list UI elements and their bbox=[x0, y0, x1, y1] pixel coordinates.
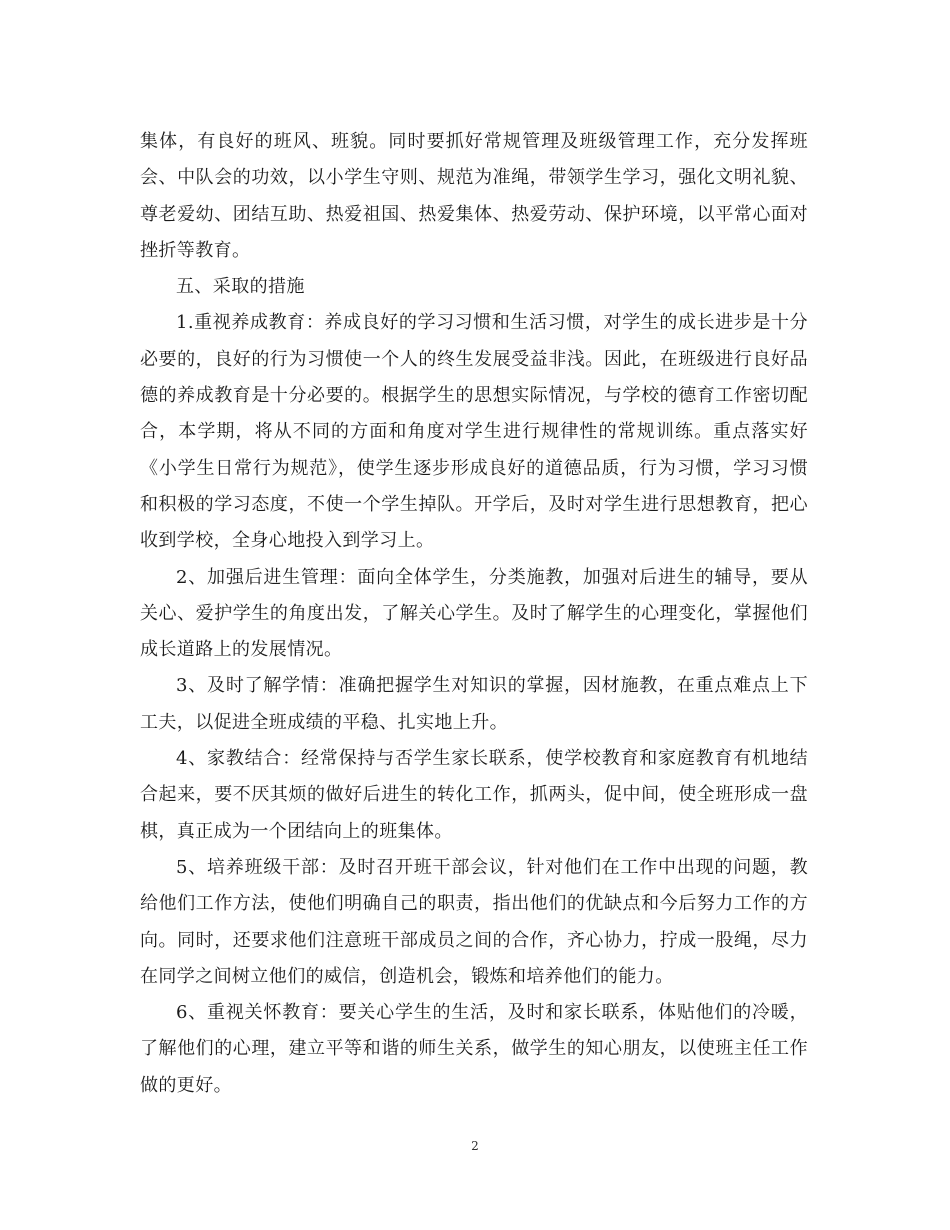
document-body bbox=[140, 124, 808, 1104]
paragraph-home-school: 4、家教结合：经常保持与否学生家长联系，使学校教育和家庭教育有机地结合起来，要不厌其烦的做好后进生的转化工作，抓两头，促中间，使全班形成一盘棋，真正成为一个团结向上的班集体。 bbox=[140, 748, 808, 842]
paragraph-continuation: 集体，有良好的班风、班貌。同时要抓好常规管理及班级管理工作，充分发挥班会、中队会的功效，以小学生守则、规范为准绳，带领学生学习，强化文明礼貌、尊老爱幼、团结互助、热爱祖国、热爱集体、热爱劳动、保护环境，以平常心面对挫折等教育。 bbox=[140, 131, 808, 261]
paragraph-care-education: 6、重视关怀教育：要关心学生的生活，及时和家长联系，体贴他们的冷暖，了解他们的心理，建立平等和谐的师生关系，做学生的知心朋友，以使班主任工作做的更好。 bbox=[140, 1002, 808, 1096]
paragraph-learning-status: 3、及时了解学情：准确把握学生对知识的掌握，因材施教，在重点难点上下工夫，以促进全班成绩的平稳、扎实地上升。 bbox=[140, 675, 808, 733]
paragraph-habit-education: 1.重视养成教育：养成良好的学习习惯和生活习惯，对学生的成长进步是十分必要的，良好的行为习惯使一个人的终生发展受益非浅。因此，在班级进行良好品德的养成教育是十分必要的。根据学生的思想实际情况，与学校的德育工作密切配合，本学期，将从不同的方面和角度对学生进行规律性的常规训练。重点落实好《小学生日常行为规范》，使学生逐步形成良好的道德品质，行为习惯，学习习惯和积极的学习态度，不使一个学生掉队。开学后，及时对学生进行思想教育，把心收到学校，全身心地投入到学习上。 bbox=[140, 312, 808, 552]
paragraph-underachiever-management: 2、加强后进生管理：面向全体学生，分类施教，加强对后进生的辅导，要从关心、爱护学生的角度出发，了解关心学生。及时了解学生的心理变化，掌握他们成长道路上的发展情况。 bbox=[140, 566, 808, 661]
paragraph-class-cadres: 5、培养班级干部：及时召开班干部会议，针对他们在工作中出现的问题，教给他们工作方法，使他们明确自己的职责，指出他们的优缺点和今后努力工作的方向。同时，还要求他们注意班干部成员之间的合作，齐心协力，拧成一股绳，尽力在同学之间树立他们的威信，创造机会，锻炼和培养他们的能力。 bbox=[140, 856, 808, 987]
section-heading-measures: 五、采取的措施 bbox=[176, 276, 305, 298]
page-number: 2 bbox=[471, 1139, 479, 1153]
